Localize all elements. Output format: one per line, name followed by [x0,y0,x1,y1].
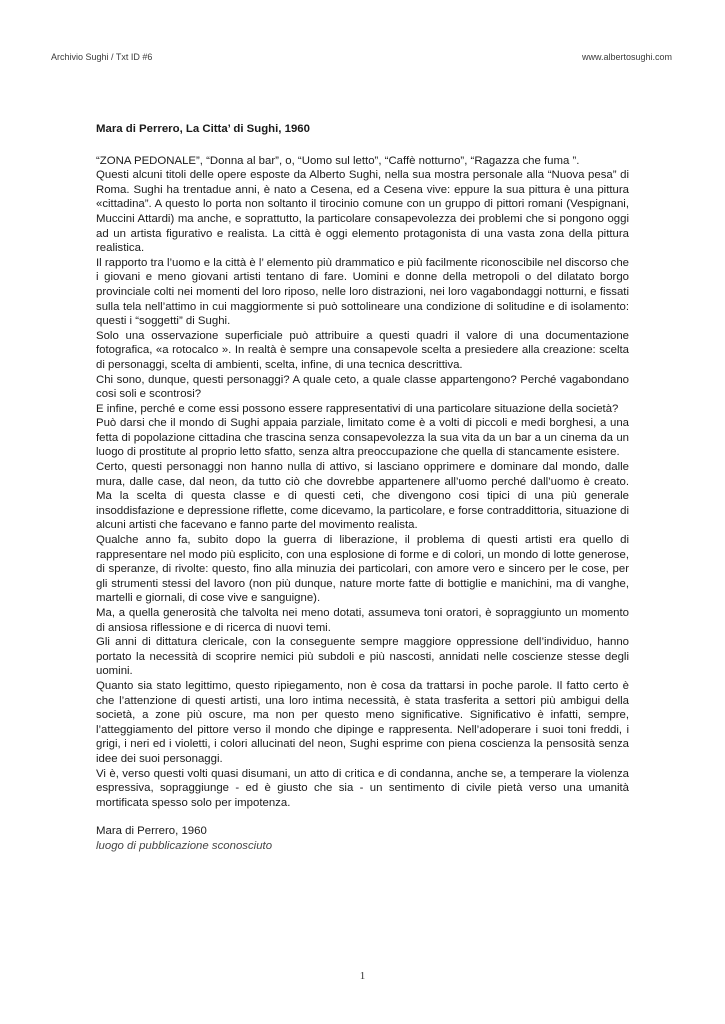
paragraph: Può darsi che il mondo di Sughi appaia parziale, limitato come è a volti di piccoli e medi borghesi, a una fetta di popolazione cittadina che trascina senza consapevolezza la sua vita da un bar a un cinema da un luogo di prostitute al proprio letto sfatto, senza altra preoccupazione che quella di stancamente esistere. [96,417,629,459]
paragraph: E infine, perché e come essi possono essere rappresentativi di una particolare situazione della società? [96,402,619,415]
paragraph: Il rapporto tra l’uomo e la città è l’ elemento più drammatico e più facilmente riconoscibile nel discorso che i giovani e meno giovani artisti tentano di fare. Uomini e donne della metropoli o del dilatato borgo provinciale colti nei momenti del loro riposo, nelle loro distrazioni, nei loro vagabondaggi notturni, e fissati sulla tela nell’attimo in cui maggiormente si può sottolineare una condizione di solitudine e di isolamento: questi i “soggetti” di Sughi. [96,256,629,328]
paragraph: Certo, questi personaggi non hanno nulla di attivo, si lasciano opprimere e dominare dal mondo, dalle mura, dalle case, dal neon, da tutto ciò che dovrebbe appartenere all’uomo perché dall’uomo è creato. Ma la scelta di questa classe e di questi ceti, che divengono cosi tipici di una più generale insoddisfazione e depressione riflette, come dicevamo, la particolare, e forse contraddittoria, situazione di alcuni artisti che facevano e fanno parte del movimento realista. [96,461,629,532]
signature-author: Mara di Perrero, 1960 [96,825,207,838]
paragraph: Ma, a quella generosità che talvolta nei meno dotati, assumeva toni oratori, è sopraggiunto un momento di ansiosa riflessione e di ricerca di nuovi temi. [96,607,629,634]
paragraphs [96,154,629,811]
document-title: Mara di Perrero, La Citta’ di Sughi, 1960 [96,123,310,135]
document-body [96,122,629,854]
paragraph: Chi sono, dunque, questi personaggi? A quale ceto, a quale classe appartengono? Perché vagabondano cosi soli e scontrosi? [96,373,629,401]
header-archive-id: Archivio Sughi / Txt ID #6 [51,52,153,62]
paragraph: Qualche anno fa, subito dopo la guerra di liberazione, il problema di questi artisti era quello di rappresentare nel modo più esplicito, con una esplosione di forme e di colori, un mondo di lotte generose, di speranze, di rivolte: questo, fino alla minuzia dei particolari, con amore vero e sincero per le cose, per gli strumenti stessi del lavoro (non più dunque, nature morte fatte di bottiglie e manichini, ma di vanghe, martelli e giornali, di cose vive e sanguigne). [96,534,629,605]
signature-block [96,824,629,853]
paragraph: Quanto sia stato legittimo, questo ripiegamento, non è cosa da trattarsi in poche parole. Il fatto certo è che l’attenzione di questi artisti, una loro intima necessità, è stata trasferita a settori più ambigui della società, a zone più oscure, ma non per questo meno significative. Significativo è infatti, sempre, l’atteggiamento del pittore verso il mondo che dipinge e rappresenta. Nell’adoperare i suoi toni freddi, i grigi, i neri ed i violetti, i colori allucinati del neon, Sughi esprime con piena coscienza la pensosità senza idee dei suoi personaggi. [96,679,629,765]
paragraph: Vi è, verso questi volti quasi disumani, un atto di critica e di condanna, anche se, a temperare la violenza espressiva, sopraggiunge - ed è giusto che sia - un sentimento di civile pietà verso una umanità mortificata spesso solo per impotenza. [96,767,629,809]
page-number: 1 [359,970,366,982]
paragraph: “ZONA PEDONALE”, “Donna al bar”, o, “Uomo sul letto”, “Caffè notturno”, “Ragazza che fuma ”. [96,154,580,167]
paragraph: Gli anni di dittatura clericale, con la conseguente sempre maggiore oppressione dell’individuo, hanno portato la necessità di scoprire nemici più subdoli e più nascosti, annidati nelle coscienze stesse degli uomini. [96,636,629,678]
header-website: www.albertosughi.com [581,52,672,62]
paragraph: Solo una osservazione superficiale può attribuire a questi quadri il valore di una documentazione fotografica, «a rotocalco ». In realtà è sempre una consapevole scelta a presiedere alla creazione: scelta di personaggi, scelta di ambienti, scelta, infine, di una tecnica descrittiva. [96,329,629,371]
publication-place: luogo di pubblicazione sconosciuto [96,839,273,852]
paragraph: Questi alcuni titoli delle opere esposte da Alberto Sughi, nella sua mostra personale alla “Nuova pesa” di Roma. Sughi ha trentadue anni, è nato a Cesena, ed a Cesena vive: eppure la sua pittura è una pittura «cittadina”. A questo lo porta non soltanto il tirocinio comune con un gruppo di pittori romani (Vespignani, Muccini Attardi) ma anche, e soprattutto, la particolare consapevolezza dei problemi che si pongono oggi ad un artista figurativo e realista. La città è oggi elemento protagonista di una vasta zona della pittura realistica. [96,169,629,255]
